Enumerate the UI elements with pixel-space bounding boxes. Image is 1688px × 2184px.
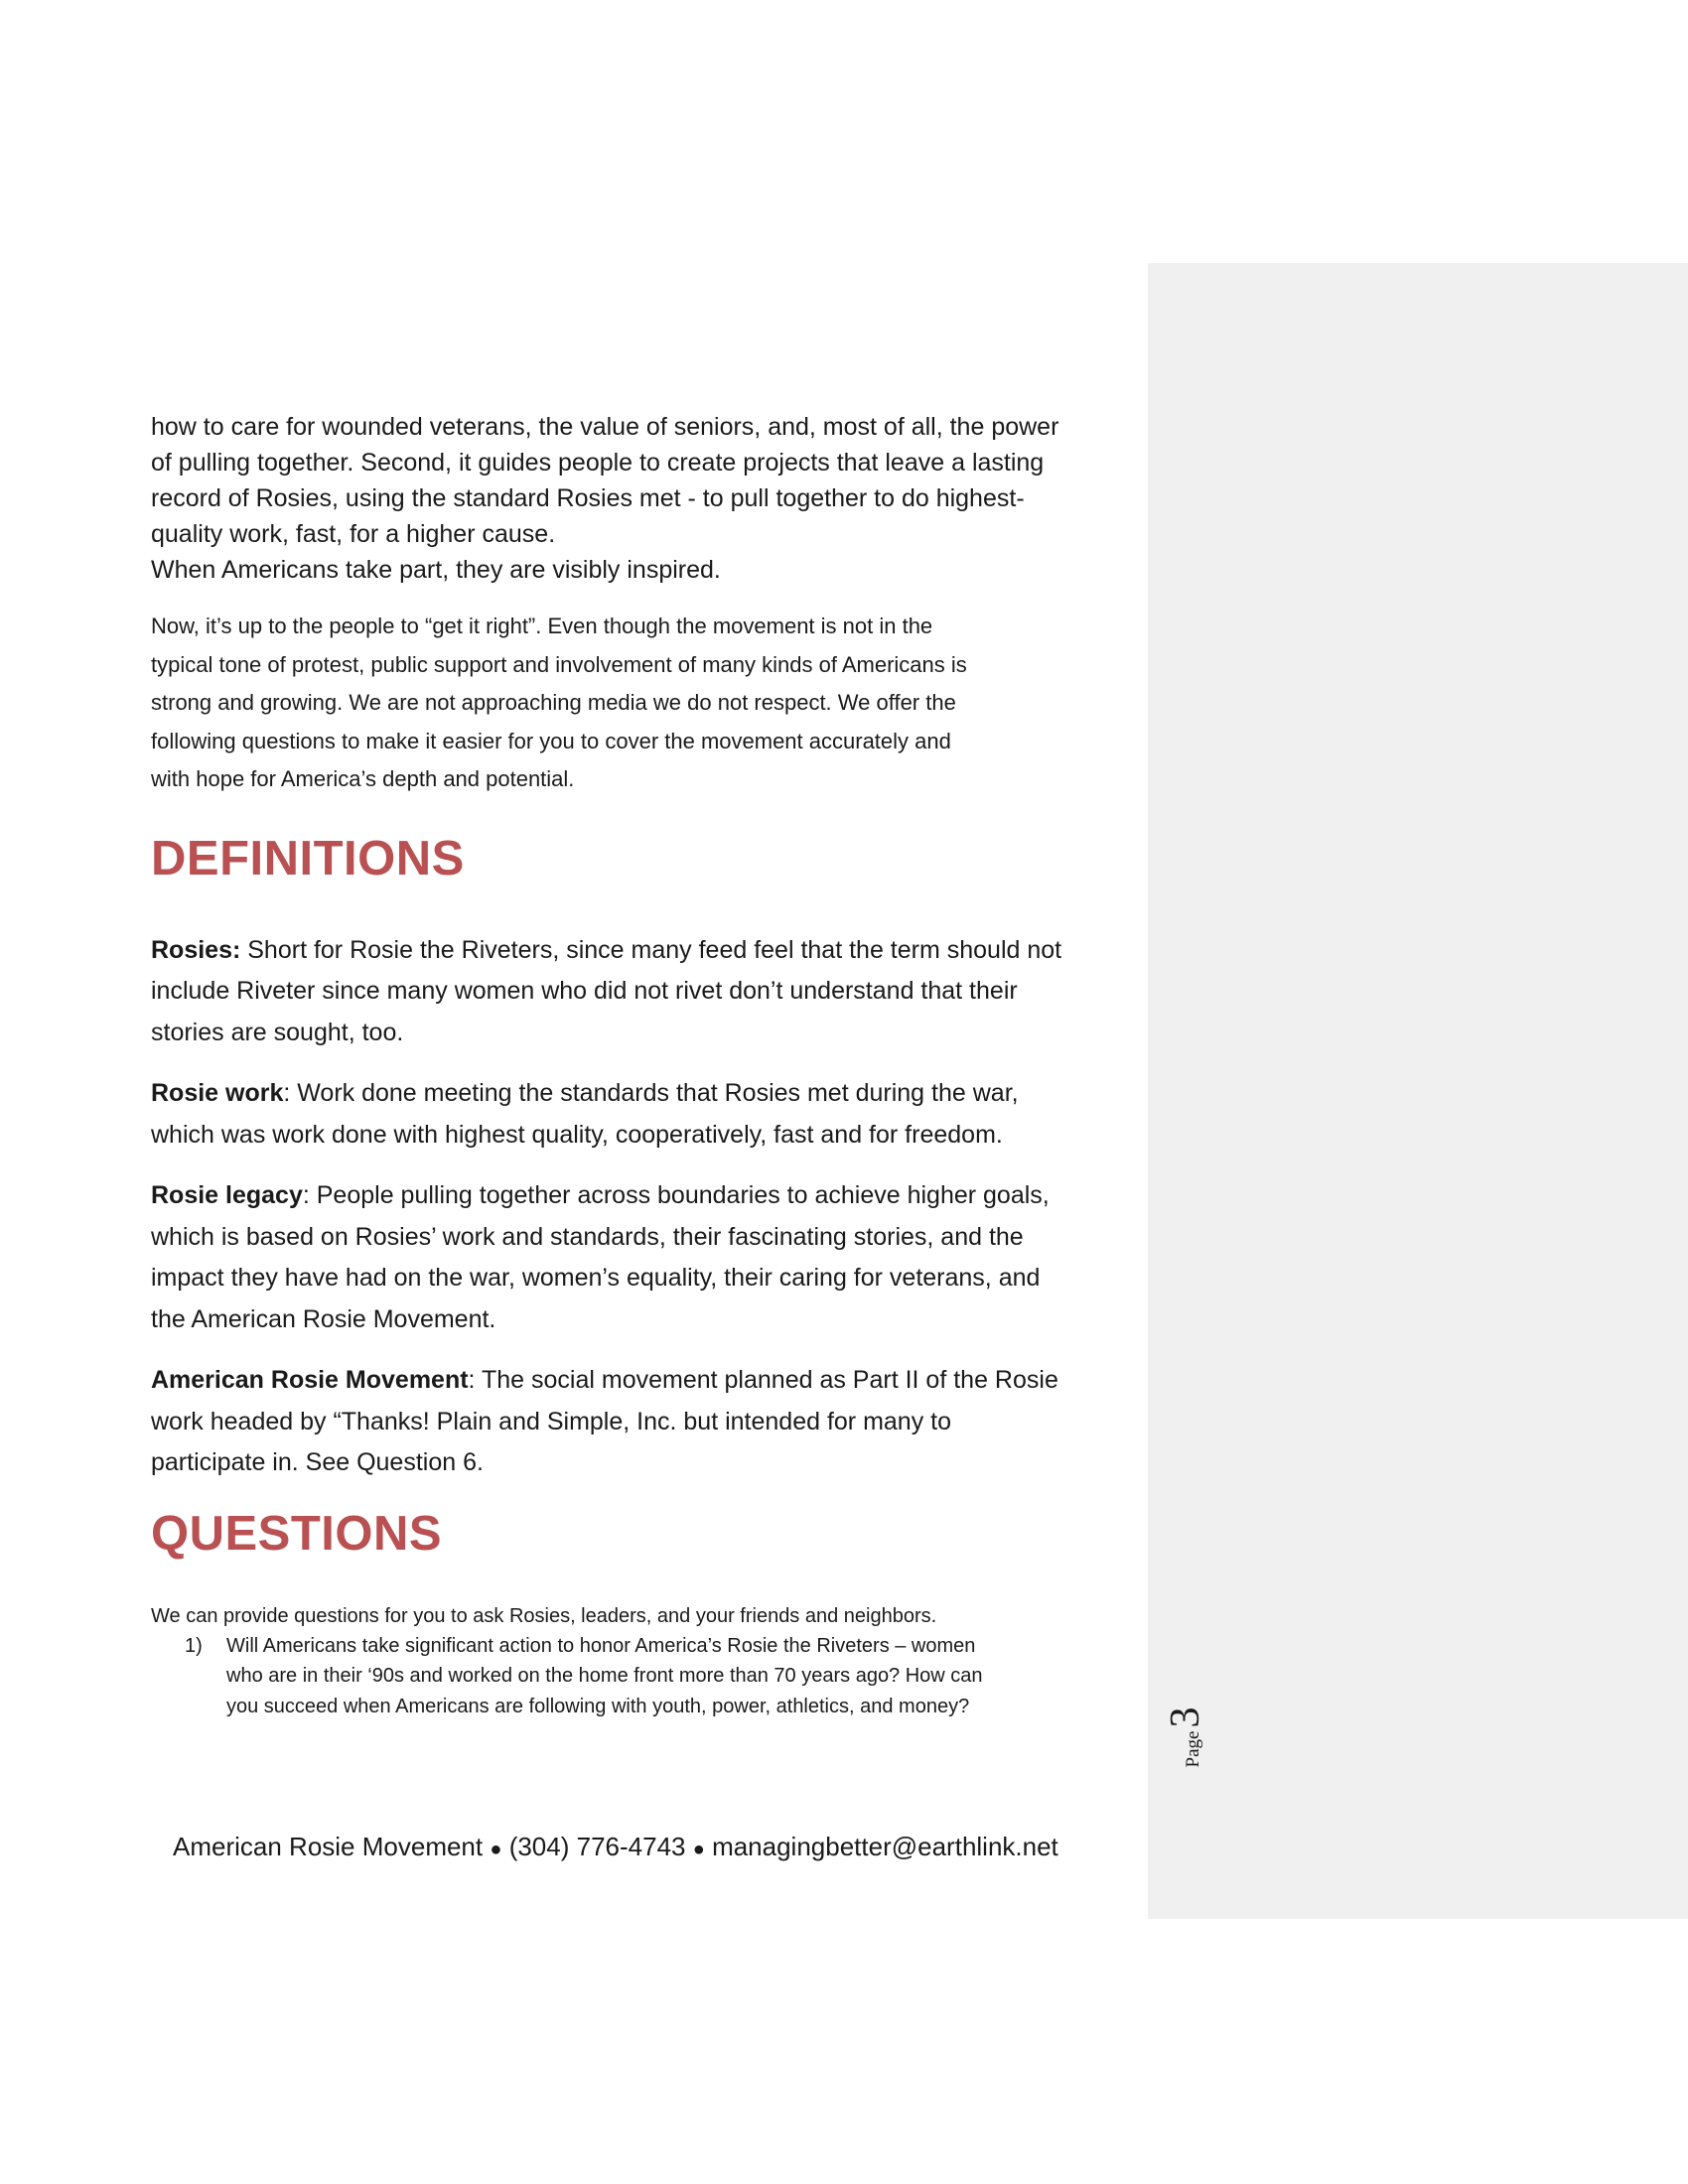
- questions-intro: We can provide questions for you to ask Rosies, leaders, and your friends and neighbors.: [151, 1604, 937, 1627]
- questions-heading: QUESTIONS: [151, 1506, 443, 1561]
- question-number: 1): [185, 1634, 203, 1657]
- question-text: [226, 1631, 1100, 1722]
- definition-text: include Riveter since many women who did not rivet don’t understand that their: [151, 977, 1018, 1005]
- intro-closing-line: When Americans take part, they are visibly inspired.: [151, 556, 721, 584]
- definition-text: participate in. See Question 6.: [151, 1448, 484, 1476]
- page-word: Page: [1183, 1730, 1203, 1768]
- definition-text: the American Rosie Movement.: [151, 1304, 496, 1333]
- definition-term: American Rosie Movement: [151, 1366, 469, 1394]
- question-line: who are in their ‘90s and worked on the home front more than 70 years ago? How can: [226, 1665, 983, 1687]
- definition-text: : The social movement planned as Part II of the Rosie: [468, 1366, 1058, 1394]
- list-item: [151, 1631, 1144, 1722]
- definition-term: Rosies:: [151, 935, 241, 964]
- footer: [173, 1829, 1126, 1867]
- definition-text: Short for Rosie the Riveters, since many feed feel that the term should not: [240, 935, 1062, 964]
- page-number: 3: [1163, 1706, 1208, 1728]
- intro-line: record of Rosies, using the standard Rosies met - to pull together to do highest-: [151, 484, 1025, 512]
- media-line: Now, it’s up to the people to “get it right”. Even though the movement is not in the: [151, 614, 933, 638]
- definition-text: impact they have had on the war, women’s equality, their caring for veterans, and: [151, 1264, 1041, 1292]
- footer-email: managingbetter@earthlink.net: [712, 1832, 1058, 1861]
- question-line: you succeed when Americans are following with youth, power, athletics, and money?: [226, 1695, 970, 1717]
- definition-american-rosie-movement: [151, 1360, 1139, 1484]
- question-line: Will Americans take significant action to honor America’s Rosie the Riveters – women: [226, 1634, 976, 1657]
- footer-separator: ●: [490, 1839, 502, 1860]
- definition-term: Rosie legacy: [151, 1181, 303, 1209]
- comment-margin-pane: [1148, 263, 1688, 1919]
- media-paragraph: [151, 608, 1144, 799]
- intro-paragraph: [151, 409, 1144, 588]
- media-line: following questions to make it easier for you to cover the movement accurately and: [151, 728, 951, 753]
- definition-text: which was work done with highest quality, cooperatively, fast and for freedom.: [151, 1120, 1003, 1149]
- page-body: [151, 409, 1144, 1721]
- definition-term: Rosie work: [151, 1079, 284, 1107]
- definition-text: : Work done meeting the standards that Rosies met during the war,: [283, 1079, 1019, 1107]
- definition-text: : People pulling together across boundaries to achieve higher goals,: [302, 1181, 1050, 1209]
- questions-list: [151, 1631, 1144, 1722]
- intro-line: how to care for wounded veterans, the value of seniors, and, most of all, the power: [151, 413, 1059, 441]
- media-line: typical tone of protest, public support and involvement of many kinds of Americans is: [151, 651, 967, 677]
- definition-text: stories are sought, too.: [151, 1018, 404, 1046]
- page-number-label: [1162, 1688, 1281, 1787]
- footer-phone: (304) 776-4743: [508, 1832, 686, 1861]
- intro-line: quality work, fast, for a higher cause.: [151, 520, 556, 548]
- definition-text: which is based on Rosies’ work and standards, their fascinating stories, and the: [151, 1222, 1024, 1251]
- media-line: with hope for America’s depth and potential.: [151, 766, 575, 791]
- footer-separator: ●: [692, 1839, 705, 1860]
- footer-org: American Rosie Movement: [173, 1832, 484, 1861]
- definition-rosies: [151, 930, 1139, 1054]
- definitions-heading: DEFINITIONS: [151, 831, 465, 886]
- definition-text: work headed by “Thanks! Plain and Simple, Inc. but intended for many to: [151, 1407, 952, 1435]
- definition-rosie-legacy: [151, 1175, 1139, 1340]
- media-line: strong and growing. We are not approaching media we do not respect. We offer the: [151, 690, 956, 715]
- intro-line: of pulling together. Second, it guides people to create projects that leave a lasting: [151, 449, 1045, 477]
- definition-rosie-work: [151, 1073, 1139, 1156]
